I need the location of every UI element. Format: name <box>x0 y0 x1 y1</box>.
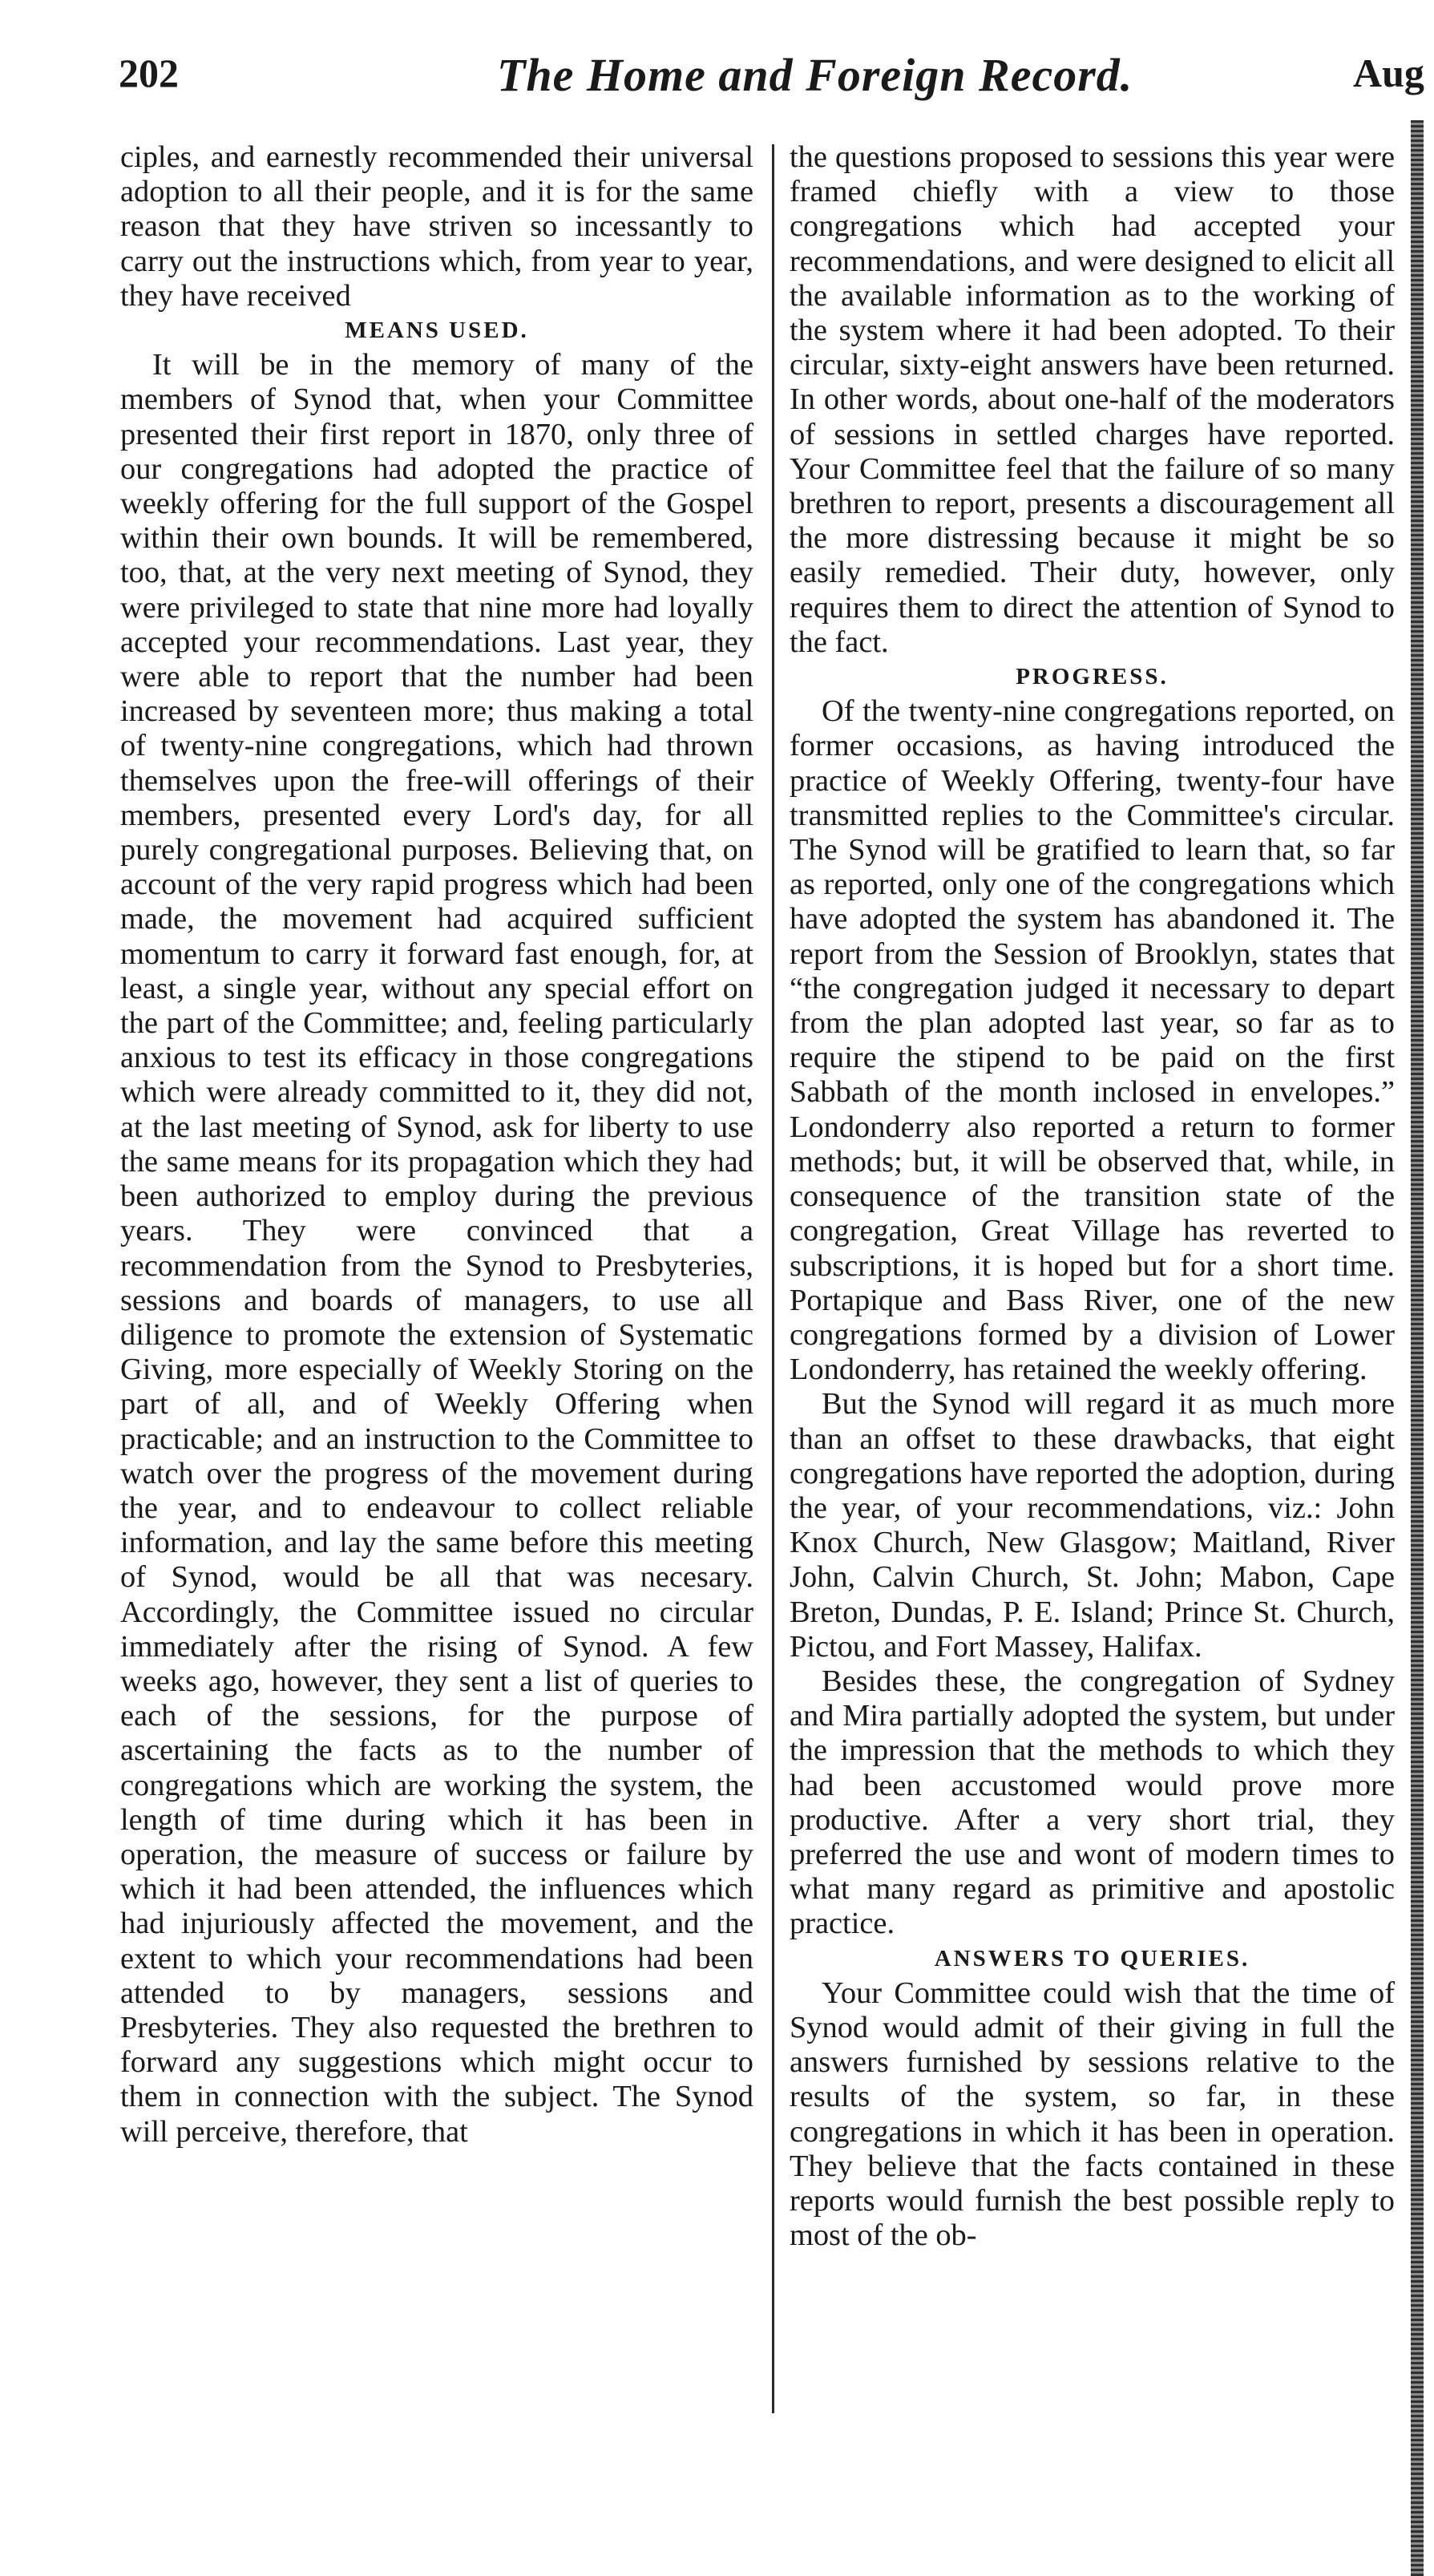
column-divider-rule <box>772 144 774 2413</box>
running-title: The Home and Foreign Record. <box>497 49 1133 101</box>
right-paragraph-questions: the questions proposed to sessions this year were framed chiefly with a view to those congregations which had accepted your recommendations, and were designed to elicit all the available information as to the working of the system where it had been adopted. To their circular, sixty-eight answers have been returned. In other words, about one-half of the moderators of sessions in settled charges have reported. Your Committee feel that the failure of so many brethren to report, presents a discouragement all the more distressing because it might be so easily remedied. Their duty, however, only requires them to direct the attention of Synod to the fact. <box>790 140 1395 659</box>
page-number: 202 <box>119 51 179 95</box>
section-heading-means-used: MEANS USED. <box>345 317 529 344</box>
section-heading-progress: PROGRESS. <box>1016 664 1169 690</box>
right-paragraph-answers: Your Committee could wish that the time of Synod would admit of their giving in full the answers furnished by sessions relative to the results of the system, so far, in these congregations in which it has been in operation. They believe that the facts contained in these reports would furnish the best possible reply to most of the ob- <box>790 1975 1395 2253</box>
right-paragraph-sydney-mira: Besides these, the congregation of Sydney and Mira partially adopted the system, but under the impression that the methods to which they had been accustomed would prove more productive. After a very short trial, they preferred the use and wont of modern times to what many regard as primitive and apostolic practice. <box>790 1664 1395 1941</box>
left-paragraph-means-used: It will be in the memory of many of the members of Synod that, when your Committee presented their first report in 1870, only three of our congregations had adopted the practice of weekly offering for the full support of the Gospel within their own bounds. It will be remembered, too, that, at the very next meeting of Synod, they were privileged to state that nine more had loyally accepted your recommendations. Last year, they were able to report that the number had been increased by seventeen more; thus making a total of twenty-nine congregations, which had thrown themselves upon the free-will offerings of their members, presented every Lord's day, for all purely congregational purposes. Believing that, on account of the very rapid progress which had been made, the movement had acquired sufficient momentum to carry it forward fast enough, for, at least, a single year, without any special effort on the part of the Committee; and, feeling particularly anxious to test its efficacy in those congregations which were already committed to it, they did not, at the last meeting of Synod, ask for liberty to use the same means for its propagation which they had been authorized to employ during the previous years. They were convinced that a recommendation from the Synod to Presbyteries, sessions and boards of managers, to use all diligence to promote the extension of Systematic Giving, more especially of Weekly Storing on the part of all, and of Weekly Offering when practicable; and an instruction to the Committee to watch over the progress of the movement during the year, and to endeavour to collect reliable information, and lay the same before this meeting of Synod, would be all that was necesary. Accordingly, the Committee issued no circular immediately after the rising of Synod. A few weeks ago, however, they sent a list of queries to each of the sessions, for the purpose of ascertaining the facts as to the number of congregations which are working the system, the length of time during which it has been in operation, the measure of success or failure by which it had been attended, the influences which had injuriously affected the movement, and the extent to which your recommendations had been attended to by managers, sessions and Presbyteries. They also requested the brethren to forward any suggestions which might occur to them in connection with the subject. The Synod will perceive, therefore, that <box>120 348 753 2149</box>
left-column <box>120 140 753 2149</box>
month-abbreviation: Aug <box>1353 51 1424 95</box>
right-paragraph-offset: But the Synod will regard it as much more than an offset to these drawbacks, that eight congregations have reported the adoption, during the year, of your recommendations, viz.: John Knox Church, New Glasgow; Maitland, River John, Calvin Church, St. John; Mabon, Cape Breton, Dundas, P. E. Island; Prince St. Church, Pictou, and Fort Massey, Halifax. <box>790 1387 1395 1664</box>
right-paragraph-progress: Of the twenty-nine congregations reported, on former occasions, as having introduced the practice of Weekly Offering, twenty-four have transmitted replies to the Committee's circular. The Synod will be gratified to learn that, so far as reported, only one of the congregations which have adopted the system has abandoned it. The report from the Session of Brooklyn, states that “the congregation judged it necessary to depart from the plan adopted last year, so far as to require the stipend to be paid on the first Sabbath of the month inclosed in envelopes.” Londonderry also reported a return to former methods; but, it will be observed that, while, in consequence of the transition state of the congregation, Great Village has reverted to subscriptions, it is hoped but for a short time. Portapique and Bass River, one of the new congregations formed by a division of Lower Londonderry, has retained the weekly offering. <box>790 694 1395 1387</box>
book-edge <box>1411 120 1424 2576</box>
section-heading-answers-to-queries: ANSWERS TO QUERIES. <box>934 1945 1250 1971</box>
left-paragraph-continued: ciples, and earnestly recommended their universal adoption to all their people, and it is for the same reason that they have striven so incessantly to carry out the instructions which, from year to year, they have received <box>120 140 753 313</box>
right-column <box>790 140 1395 2253</box>
